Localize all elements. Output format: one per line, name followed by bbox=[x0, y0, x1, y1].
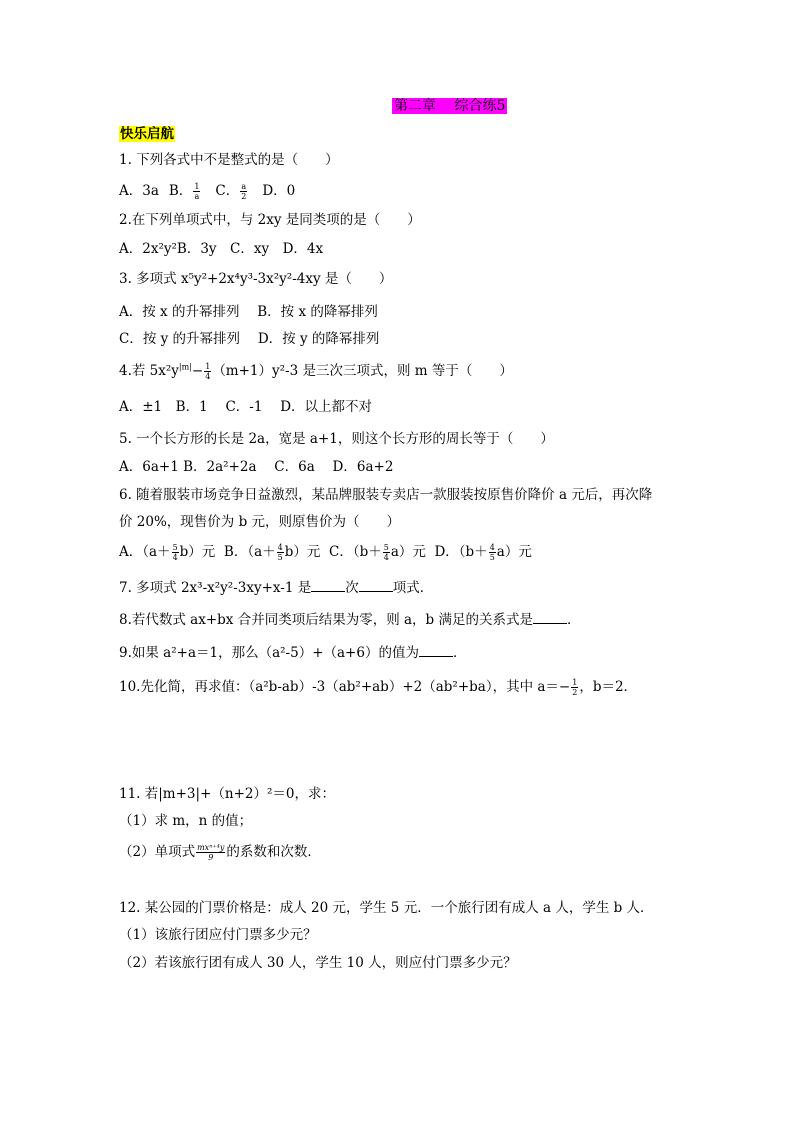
q3-stem: 3. 多项式 x⁵y²+2x⁴y³-3x²y²-4xy 是（ ） bbox=[119, 271, 393, 287]
q12-part2: （2）若该旅行团有成人 30 人，学生 10 人，则应付门票多少元？ bbox=[119, 955, 517, 971]
q9-stem: 9.如果 a²+a＝1，那么（a²-5）+（a+6）的值为 ． bbox=[119, 645, 467, 661]
page-title bbox=[392, 97, 507, 115]
q11-part1: （1）求 m，n 的值； bbox=[119, 813, 253, 829]
q8-stem: 8.若代数式 ax+bx 合并同类项后结果为零，则 a，b 满足的关系式是 ． bbox=[119, 612, 581, 628]
answer-blank[interactable] bbox=[359, 579, 393, 592]
answer-blank[interactable] bbox=[311, 579, 345, 592]
q12-part1: （1）该旅行团应付门票多少元？ bbox=[119, 927, 317, 943]
exercise-title: 综合练5 bbox=[454, 98, 506, 114]
q2-options: A．2x²y²B．3y C．xy D．4x bbox=[119, 241, 324, 257]
q6-stem-line1: 6. 随着服装市场竞争日益激烈，某品牌服装专卖店一款服装按原售价降价 a 元后，再次降 bbox=[119, 487, 653, 503]
q11-part2: （2）单项式 $\frac{\text{mxⁿ⁺⁴y}}{9}$ 的系数和次数． bbox=[119, 843, 321, 862]
q11-stem: 11. 若|m+3|+（n+2）²＝0，求： bbox=[119, 786, 335, 802]
q10-stem: 10.先化简，再求值：（a²b-ab）-3（ab²+ab）+2（ab²+ba），其中 a＝− $\frac{1}{2}$ ，b＝2． bbox=[119, 678, 638, 697]
q5-options: A．6a+1 B．2a²+2a C．6a D．6a+2 bbox=[119, 459, 394, 475]
q3-options-row2: C．按 y 的升幂排列 D．按 y 的降幂排列 bbox=[119, 331, 380, 347]
q6-options: A．（a＋ $\frac{5}{4}$ b）元 B．（a＋ $\frac{4}{5}$ b）元 C．（b＋ $\frac{5}{4}$ a）元 D．（b＋ $\frac{4}{5}$ a）元 bbox=[119, 543, 532, 562]
answer-blank[interactable] bbox=[419, 644, 453, 657]
q4-stem: 4.若 $5x^2y^{|m|}-$ $\frac{1}{4}$ （m+1）y²-3 是三次三项式，则 m 等于（ ） bbox=[119, 362, 513, 381]
q1-options: A．3a B． $\frac{1}{a}$ C． $\frac{a}{2}$ D．0 bbox=[119, 182, 296, 201]
q2-stem: 2.在下列单项式中，与 2xy 是同类项的是（ ） bbox=[119, 212, 421, 228]
q6-stem-line2: 价 20%，现售价为 b 元，则原售价为（ ） bbox=[119, 514, 401, 530]
q5-stem: 5. 一个长方形的长是 2a，宽是 a+1，则这个长方形的周长等于（ ） bbox=[119, 431, 554, 447]
answer-blank[interactable] bbox=[533, 611, 567, 624]
chapter-label: 第二章 bbox=[394, 98, 436, 114]
q12-stem: 12. 某公园的门票价格是：成人 20 元，学生 5 元．一个旅行团有成人 a 人，学生 b 人． bbox=[119, 900, 654, 916]
section-heading: 快乐启航 bbox=[120, 126, 174, 142]
q4-options: A．±1 B．1 C．-1 D．以上都不对 bbox=[119, 399, 373, 415]
q1-stem: 1. 下列各式中不是整式的是（ ） bbox=[119, 152, 339, 168]
q3-options-row1: A．按 x 的升幂排列 B．按 x 的降幂排列 bbox=[119, 304, 378, 320]
q7-stem: 7. 多项式 2x³-x²y²-3xy+x-1 是 次 项式． bbox=[119, 580, 434, 596]
